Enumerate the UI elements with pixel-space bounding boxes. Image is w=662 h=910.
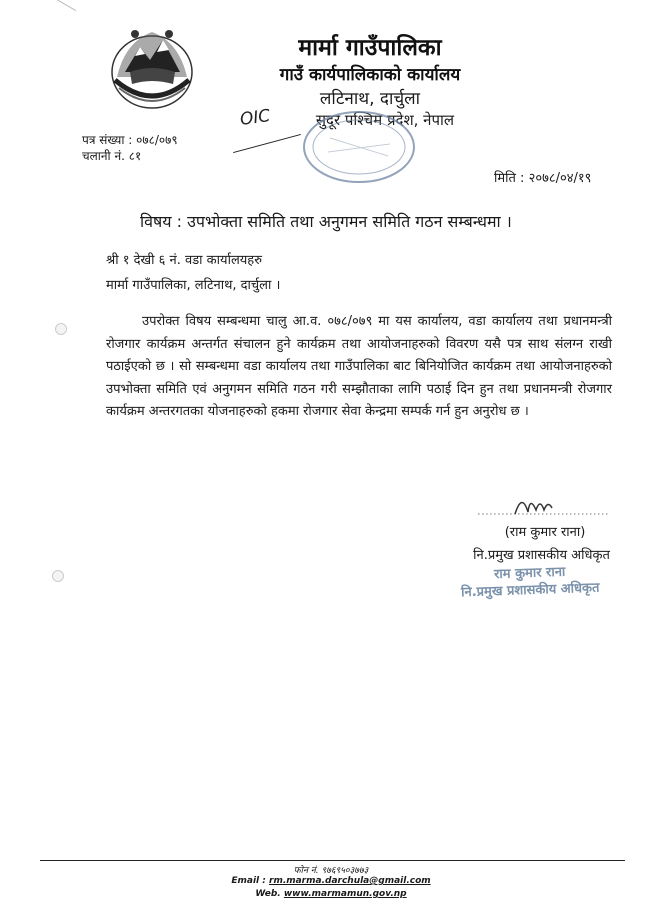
letter-number: पत्र संख्या : ०७८/०७९ (82, 133, 178, 147)
dispatch-number: चलानी नं. ८१ (82, 149, 142, 163)
signature-scribble (470, 490, 620, 520)
office-stamp (300, 108, 418, 186)
footer-email (200, 876, 462, 886)
nepal-emblem-icon (105, 22, 200, 114)
footer-web-address[interactable]: www.marmamun.gov.np (283, 889, 407, 899)
signature-stamp (459, 563, 600, 602)
footer-email-address[interactable]: rm.marma.darchula@gmail.com (269, 876, 431, 886)
handwritten-note: OIC (238, 105, 272, 131)
footer-email-label: Email : (231, 876, 266, 886)
municipality-name: मार्मा गाउँपालिका (298, 35, 442, 61)
signature-stamp-title: नि.प्रमुख प्रशासकीय अधिकृत (460, 580, 600, 601)
footer-divider (40, 860, 625, 861)
province-line: सुदूर पश्चिम प्रदेश, नेपाल (315, 111, 455, 129)
addressee-line-1: श्री १ देखी ६ नं. वडा कार्यालयहरु (106, 253, 262, 268)
page-fold-mark (30, 0, 76, 46)
punch-hole-bottom (52, 570, 64, 582)
letter-body: उपरोक्त विषय सम्बन्धमा चालु आ.व. ०७८/०७९ मा यस कार्यालय, वडा कार्यालय तथा प्रधानमन्त्री रोजगार कार्यक्रम अन्तर्गत संचालन हुने कार्यक्रम तथा आयोजनाहरुको विवरण यसै पत्र साथ संलग्न राखी पठाईएको छ । सो सम्बन्धमा वडा कार्यालय तथा गाउँपालिका बाट बिनियोजित कार्यक्रम तथा आयोजनाहरुको उपभोक्ता समिति एवं अनुगमन समिति गठन गरी सम्झौताका लागि पठाई दिन हुन तथा प्रधानमन्त्री रोजगार कार्यक्रम अन्तरगतका योजनाहरुको हकमा रोजगार सेवा केन्द्रमा सम्पर्क गर्न हुन अनुरोध छ । (106, 314, 612, 419)
punch-hole-top (55, 323, 67, 335)
footer-web-label: Web. (255, 889, 281, 899)
letter-date: मिति : २०७८/०४/१९ (494, 171, 592, 186)
footer-phone: फोन नं. ९७६९५०३७७३ (293, 866, 369, 876)
signer-name: (राम कुमार राना) (504, 525, 586, 540)
office-location: लटिनाथ, दार्चुला (319, 89, 421, 109)
letter-subject: विषय : उपभोक्ता समिति तथा अनुगमन समिति गठन सम्बन्धमा । (140, 212, 512, 231)
office-name: गाउँ कार्यपालिकाको कार्यालय (279, 65, 461, 85)
footer-web (200, 889, 462, 899)
handwritten-underline (233, 134, 301, 153)
signature-stamp-name: राम कुमार राना (493, 564, 566, 583)
signer-title: नि.प्रमुख प्रशासकीय अधिकृत (473, 548, 610, 563)
addressee-line-2: मार्मा गाउँपालिका, लटिनाथ, दार्चुला । (106, 278, 281, 293)
